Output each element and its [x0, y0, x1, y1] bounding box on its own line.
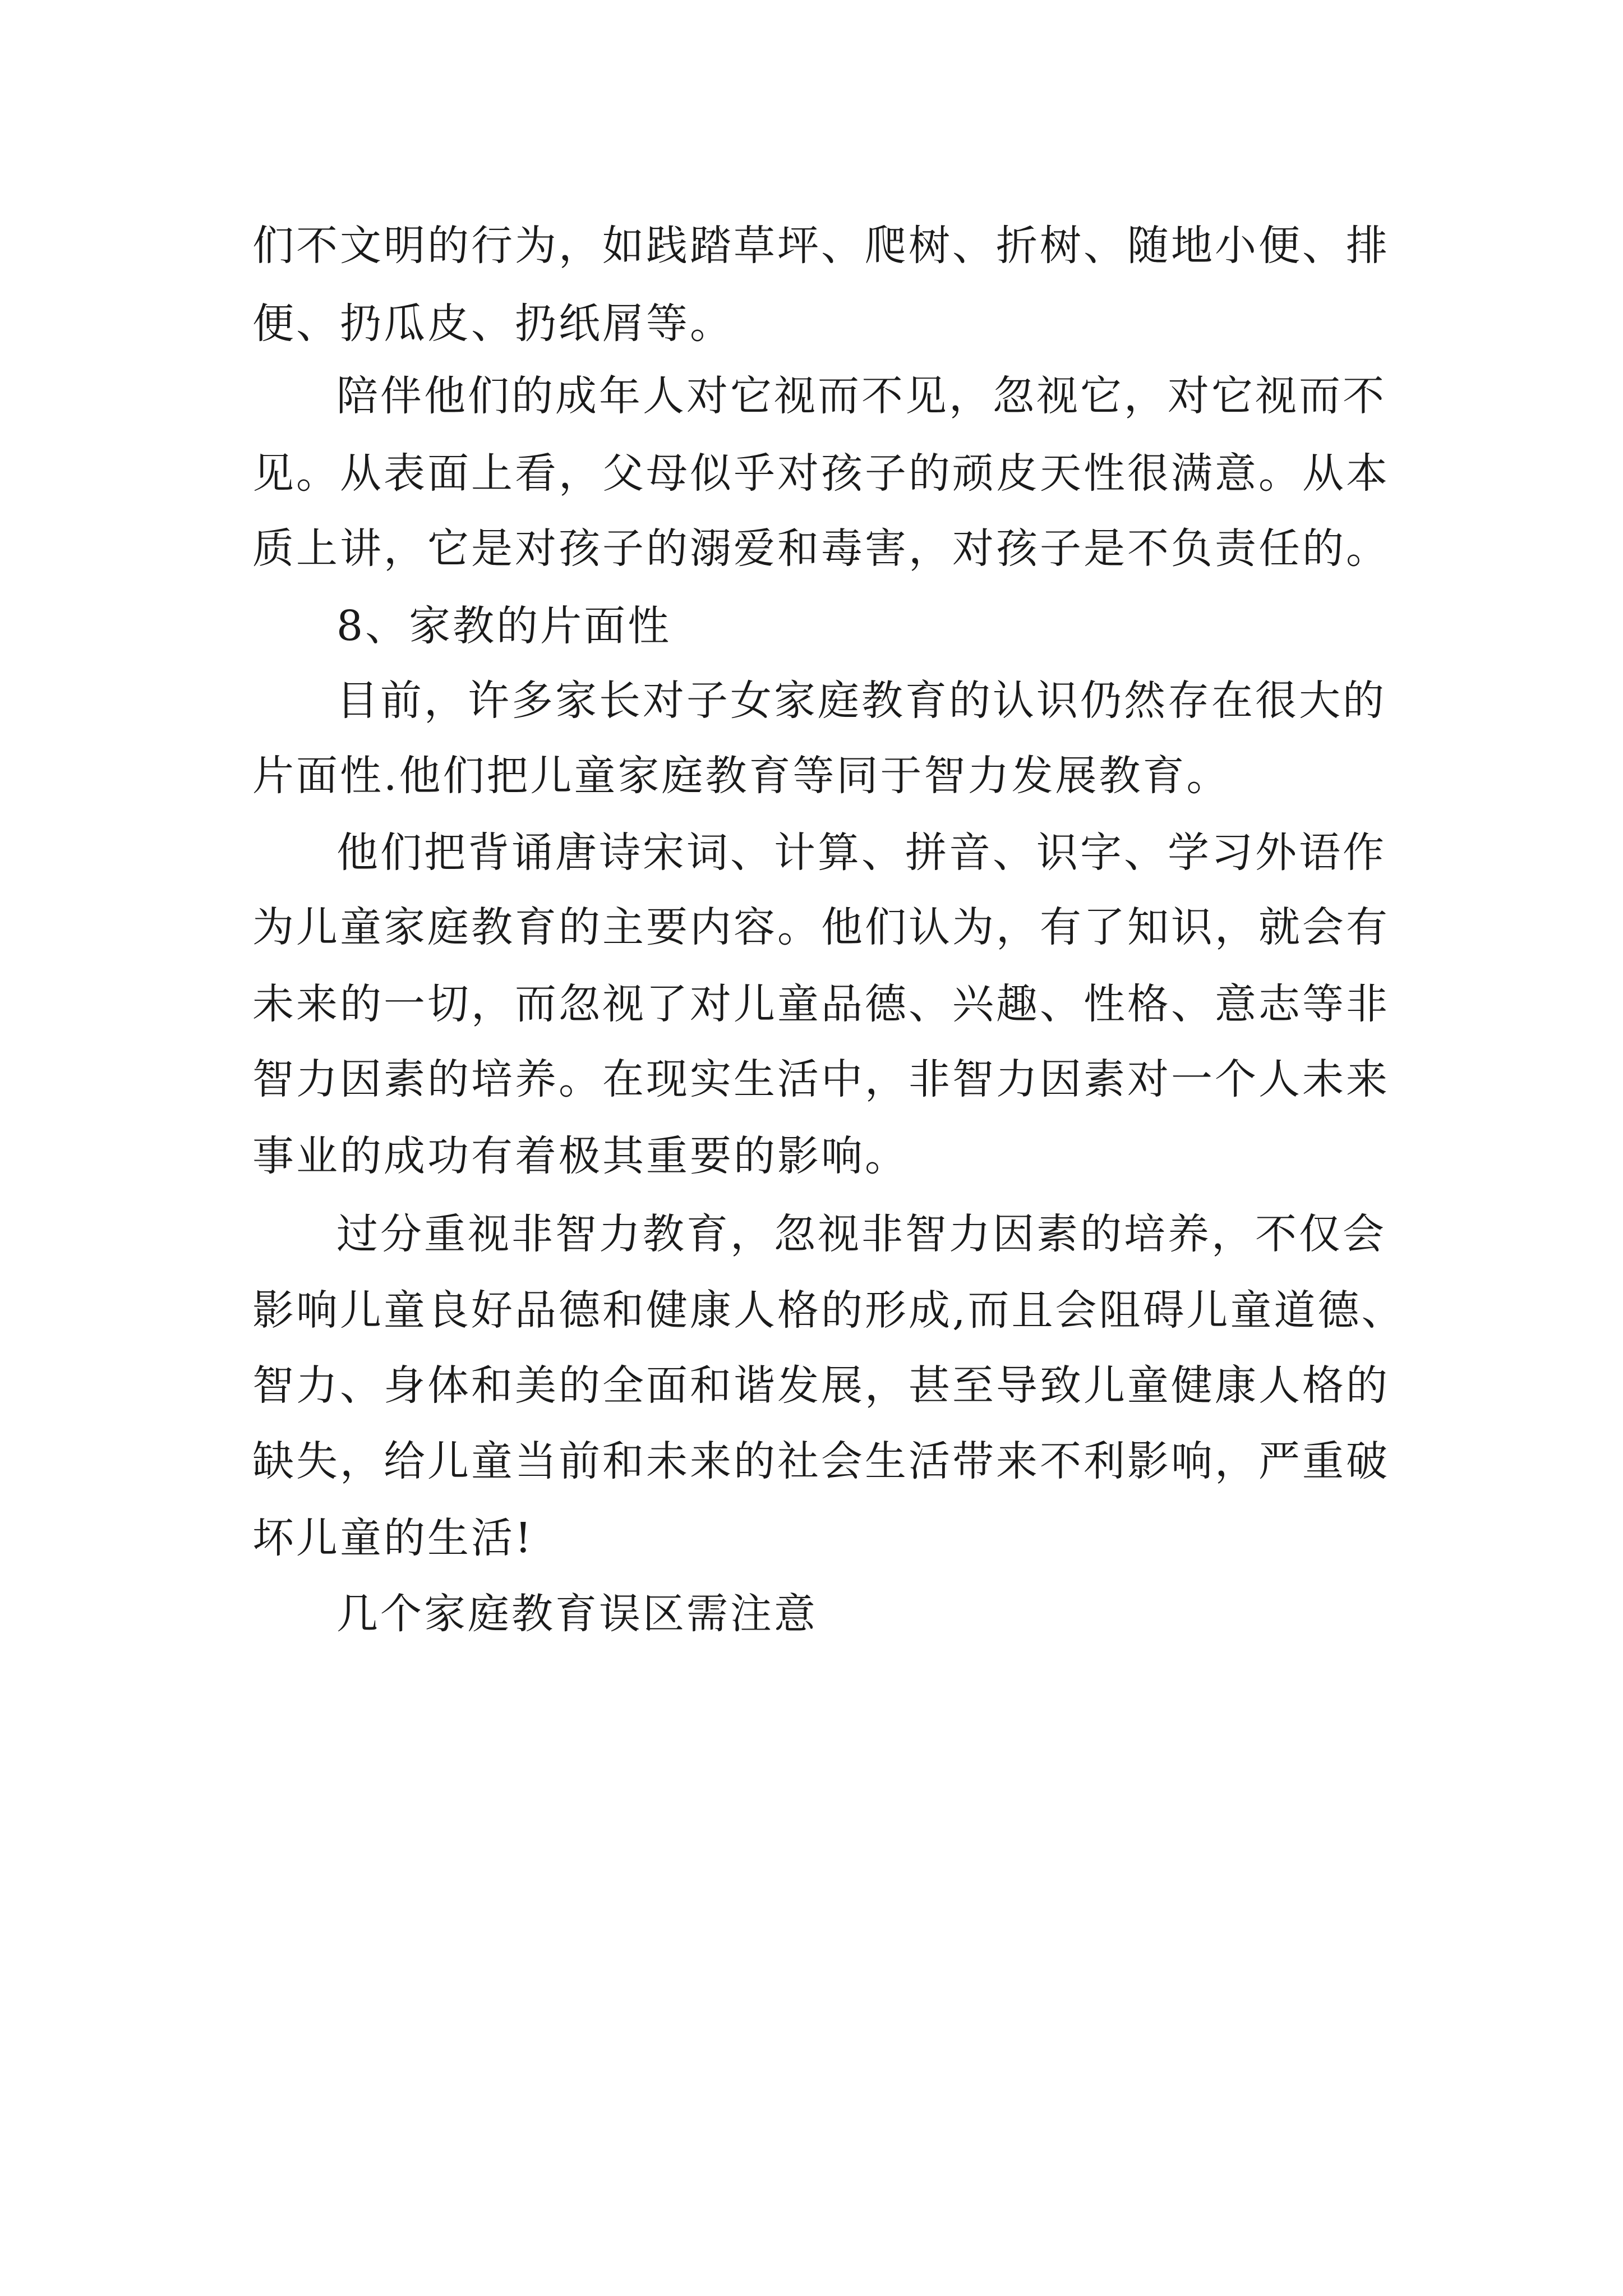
- text-line: 智力因素的培养。在现实生活中，非智力因素对一个人未来: [252, 1055, 1390, 1103]
- text-line: 片面性.他们把儿童家庭教育等同于智力发展教育。: [252, 752, 1230, 800]
- paragraph-start-line: 他们把背诵唐诗宋词、计算、拼音、识字、学习外语作: [336, 829, 1386, 877]
- text-line: 坏儿童的生活!: [252, 1514, 534, 1562]
- text-line: 智力、身体和美的全面和谐发展，甚至导致儿童健康人格的: [252, 1361, 1390, 1410]
- paragraph-start-line: 目前，许多家长对子女家庭教育的认识仍然存在很大的: [336, 677, 1386, 725]
- text-line: 为儿童家庭教育的主要内容。他们认为，有了知识，就会有: [252, 903, 1390, 951]
- text-line: 便、扔瓜皮、扔纸屑等。: [252, 300, 734, 348]
- text-line: 见。从表面上看，父母似乎对孩子的顽皮天性很满意。从本: [252, 449, 1390, 498]
- text-line: 们不文明的行为，如践踏草坪、爬树、折树、随地小便、排: [252, 222, 1390, 270]
- paragraph-start-line: 几个家庭教育误区需注意: [336, 1590, 818, 1638]
- text-line: 影响儿童良好品德和健康人格的形成,而且会阻碍儿童道德、: [252, 1286, 1405, 1335]
- text-line: 未来的一切，而忽视了对儿童品德、兴趣、性格、意志等非: [252, 980, 1390, 1028]
- paragraph-start-line: 陪伴他们的成年人对它视而不见，忽视它，对它视而不: [336, 372, 1386, 420]
- section-heading: 8、家教的片面性: [336, 602, 672, 650]
- text-line: 缺失，给儿童当前和未来的社会生活带来不利影响，严重破: [252, 1437, 1390, 1485]
- text-line: 质上讲，它是对孩子的溺爱和毒害，对孩子是不负责任的。: [252, 524, 1390, 573]
- text-line: 事业的成功有着极其重要的影响。: [252, 1132, 909, 1180]
- paragraph-start-line: 过分重视非智力教育，忽视非智力因素的培养，不仅会: [336, 1210, 1386, 1258]
